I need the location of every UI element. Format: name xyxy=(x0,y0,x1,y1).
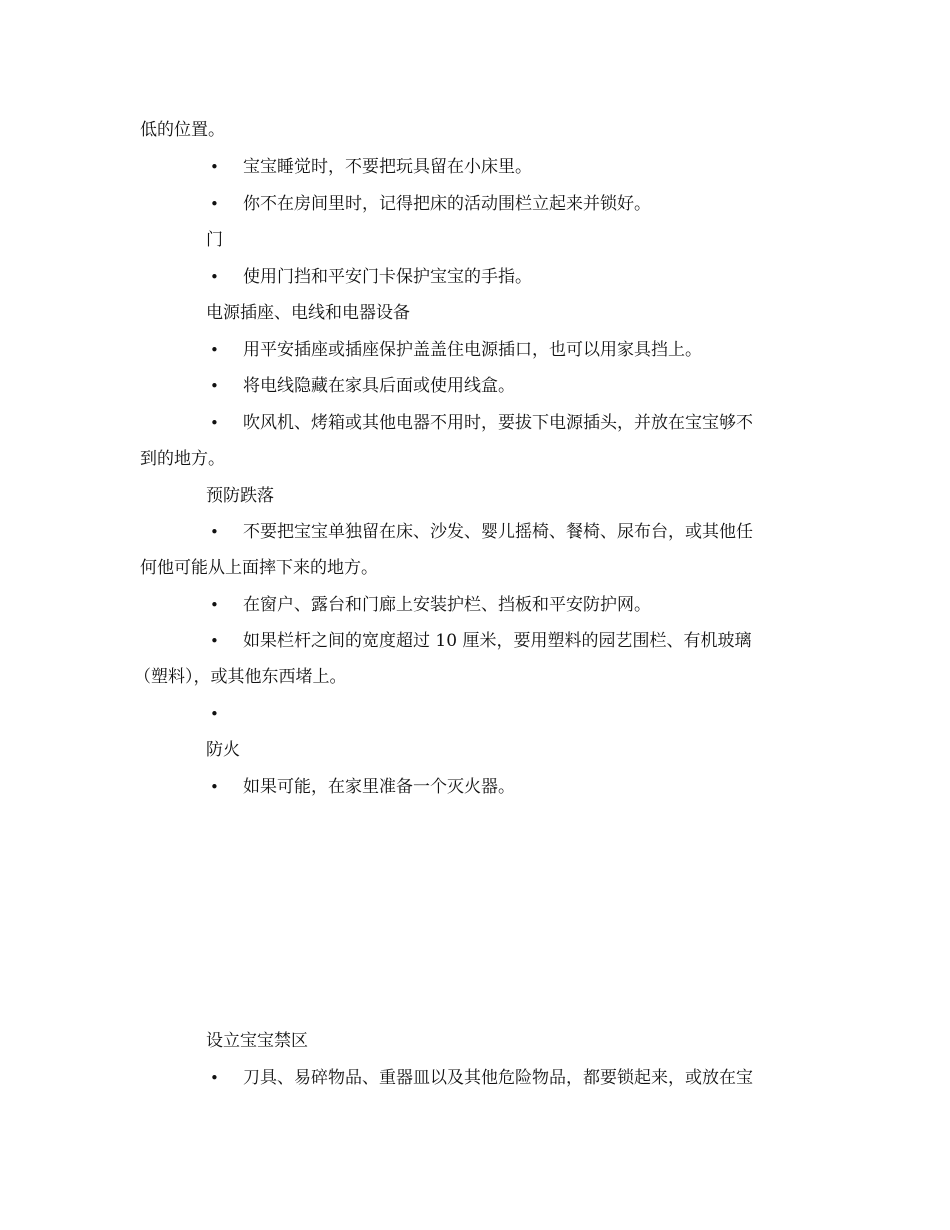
list-item: 用平安插座或插座保护盖盖住电源插口，也可以用家具挡上。 xyxy=(243,340,702,360)
bullet-marker: • xyxy=(210,158,219,176)
list-item-line2: （塑料），或其他东西堵上。 xyxy=(134,667,347,687)
section-heading: 设立宝宝禁区 xyxy=(206,1031,308,1051)
bullet-marker: • xyxy=(210,268,219,286)
section-heading: 门 xyxy=(206,230,223,250)
continuation-text: 低的位置。 xyxy=(140,120,225,140)
list-item: 使用门挡和平安门卡保护宝宝的手指。 xyxy=(243,267,532,287)
list-item: 刀具、易碎物品、重器皿以及其他危险物品，都要锁起来，或放在宝 xyxy=(243,1068,753,1088)
bullet-marker: • xyxy=(210,705,219,723)
list-item-line1: 如果栏杆之间的宽度超过 10 厘米，要用塑料的园艺围栏、有机玻璃 xyxy=(243,631,752,651)
bullet-marker: • xyxy=(210,1069,219,1087)
bullet-marker: • xyxy=(210,596,219,614)
list-item: 你不在房间里时，记得把床的活动围栏立起来并锁好。 xyxy=(243,194,651,214)
list-item: 在窗户、露台和门廊上安装护栏、挡板和平安防护网。 xyxy=(243,595,651,615)
list-item: 将电线隐藏在家具后面或使用线盒。 xyxy=(243,376,515,396)
section-heading: 电源插座、电线和电器设备 xyxy=(206,303,410,323)
list-item-line1: 吹风机、烤箱或其他电器不用时，要拔下电源插头，并放在宝宝够不 xyxy=(243,413,753,433)
bullet-marker: • xyxy=(210,377,219,395)
bullet-marker: • xyxy=(210,778,219,796)
list-item-line2: 到的地方。 xyxy=(140,449,225,469)
section-heading: 预防跌落 xyxy=(206,486,274,506)
bullet-marker: • xyxy=(210,195,219,213)
bullet-marker: • xyxy=(210,341,219,359)
list-item: 如果可能，在家里准备一个灭火器。 xyxy=(243,777,515,797)
list-item-line2: 何他可能从上面摔下来的地方。 xyxy=(140,558,378,578)
bullet-marker: • xyxy=(210,632,219,650)
bullet-marker: • xyxy=(210,414,219,432)
bullet-marker: • xyxy=(210,523,219,541)
section-heading: 防火 xyxy=(206,740,240,760)
list-item-line1: 不要把宝宝单独留在床、沙发、婴儿摇椅、餐椅、尿布台，或其他任 xyxy=(243,522,753,542)
list-item: 宝宝睡觉时，不要把玩具留在小床里。 xyxy=(243,157,532,177)
